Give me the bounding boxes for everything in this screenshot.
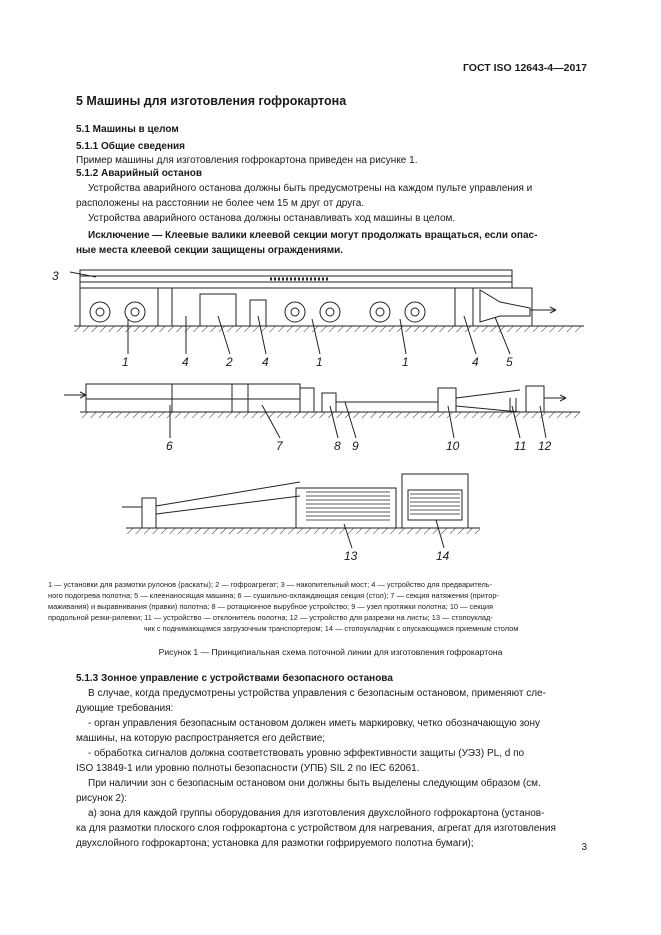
subsection-5-1-1-text: Пример машины для изготовления гофрокартона приведен на рисунке 1. (76, 155, 418, 166)
floor-hatch (74, 326, 584, 332)
exception-line: Исключение — Клеевые валики клеевой секции могут продолжать вращаться, если опас- (88, 230, 538, 241)
unwind-reel (320, 302, 340, 322)
subsection-5-1-1-title: 5.1.1 Общие сведения (76, 141, 185, 152)
preheater (455, 288, 473, 326)
pull-unit (322, 393, 336, 412)
paragraph-line: а) зона для каждой группы оборудования для изготовления двухслойного гофрокартона (установ- (88, 808, 545, 819)
figure-label: 11 (514, 439, 527, 453)
figure-label: 12 (538, 439, 552, 453)
figure-label: 5 (506, 355, 513, 369)
legend-line: ного подогрева полотна; 5 — клеенаносящая машина; 6 — сушильно-охлаждающая секция (стол); 7 — секция натяжения (притор- (48, 591, 499, 600)
figure-label: 1 (122, 355, 129, 369)
figure-label: 8 (334, 439, 341, 453)
paragraph-line: Устройства аварийного останова должны останавливать ход машины в целом. (88, 213, 456, 224)
paragraph-line: рисунок 2): (76, 793, 128, 804)
unwind-reel (90, 302, 110, 322)
page-number: 3 (581, 842, 587, 853)
paragraph-line: ка для размотки плоского слоя гофрокартона с устройством для нагревания, агрегат для изготовления (76, 823, 556, 834)
legend-line: маживания) и выравнивания (правки) полотна; 8 — ротационное вырубное устройство; 9 — узел протяжки полотна; 10 — секция (48, 602, 493, 611)
figure-caption: Рисунок 1 — Принципиальная схема поточной линии для изготовления гофрокартона (158, 647, 503, 657)
subsection-5-1-2-title: 5.1.2 Аварийный останов (76, 168, 203, 179)
paragraph-line: расположены на расстоянии не более чем 15 м друг от друга. (76, 198, 365, 209)
paragraph-line: дующие требования: (76, 703, 174, 714)
figure-label: 4 (182, 355, 189, 369)
figure-label: 4 (472, 355, 479, 369)
subsection-5-1-3-body (76, 686, 583, 851)
paragraph-emergency-stop (76, 181, 583, 226)
paragraph-line: машины, на которую распространяется его действие; (76, 733, 326, 744)
paragraph-line: - орган управления безопасным остановом должен иметь маркировку, четко обозначающую зону (88, 718, 541, 729)
machine-frame (80, 288, 532, 326)
figure-label: 1 (402, 355, 409, 369)
paragraph-line: При наличии зон с безопасным остановом они должны быть выделены следующим образом (см. (88, 778, 541, 789)
figure-label: 4 (262, 355, 269, 369)
unwind-reel (285, 302, 305, 322)
paragraph-line: ISO 13849-1 или уровню полноты безопасности (УПБ) SIL 2 по IEC 62061. (76, 763, 420, 774)
figure-label: 1 (316, 355, 323, 369)
section-title: 5 Машины для изготовления гофрокартона (76, 94, 347, 108)
figure-label: 14 (436, 549, 450, 563)
document-standard-number: ГОСТ ISO 12643-4—2017 (462, 62, 587, 74)
paragraph-line: двухслойного гофрокартона; установка для размотки гофрируемого полотна бумаги); (76, 838, 474, 849)
figure-label: 6 (166, 439, 173, 453)
figure-1-schematic (0, 262, 661, 572)
slitter-scorer (438, 388, 456, 412)
cutoff-knife (526, 386, 544, 412)
unwind-reel (405, 302, 425, 322)
subsection-5-1-3-title: 5.1.3 Зонное управление с устройствами безопасного останова (76, 673, 393, 684)
subsection-5-1-title: 5.1 Машины в целом (76, 124, 179, 135)
rotary-die-cutter (300, 388, 314, 412)
figure-label: 7 (276, 439, 283, 453)
figure-label: 13 (344, 549, 358, 563)
paragraph-line: - обработка сигналов должна соответствовать уровню эффективности защиты (УЭЗ) PL, d по (88, 748, 525, 759)
legend-line: продольной резки-рилевки; 11 — устройство — отклонитель полотна; 12 — устройство для разрезки на листы; 13 — стопоуклад- (48, 613, 493, 622)
preheater (250, 300, 266, 326)
figure-label: 9 (352, 439, 359, 453)
figure-label: 2 (226, 355, 233, 369)
glue-machine (480, 290, 530, 322)
legend-line: 1 — установки для размотки рулонов (раскаты); 2 — гофроагрегат; 3 — накопительный мост; 4 — устройство для предваритель- (48, 580, 493, 589)
paragraph-line: В случае, когда предусмотрены устройства управления с безопасным остановом, применяют сле- (88, 688, 546, 699)
figure-label: 10 (446, 439, 460, 453)
unwind-reel (370, 302, 390, 322)
figure-legend (48, 579, 614, 634)
figure-label: 3 (52, 269, 59, 283)
paragraph-line: Устройства аварийного останова должны быть предусмотрены на каждом пульте управления и (88, 183, 533, 194)
corrugator (200, 294, 236, 326)
exception-note (76, 228, 583, 258)
legend-line: чик с поднимающимся загрузочным транспортером; 14 — стопоукладчик с опускающимся приемным столом (143, 624, 519, 633)
drying-table (86, 384, 300, 412)
exception-line: ные места клеевой секции защищены ограждениями. (76, 245, 344, 256)
